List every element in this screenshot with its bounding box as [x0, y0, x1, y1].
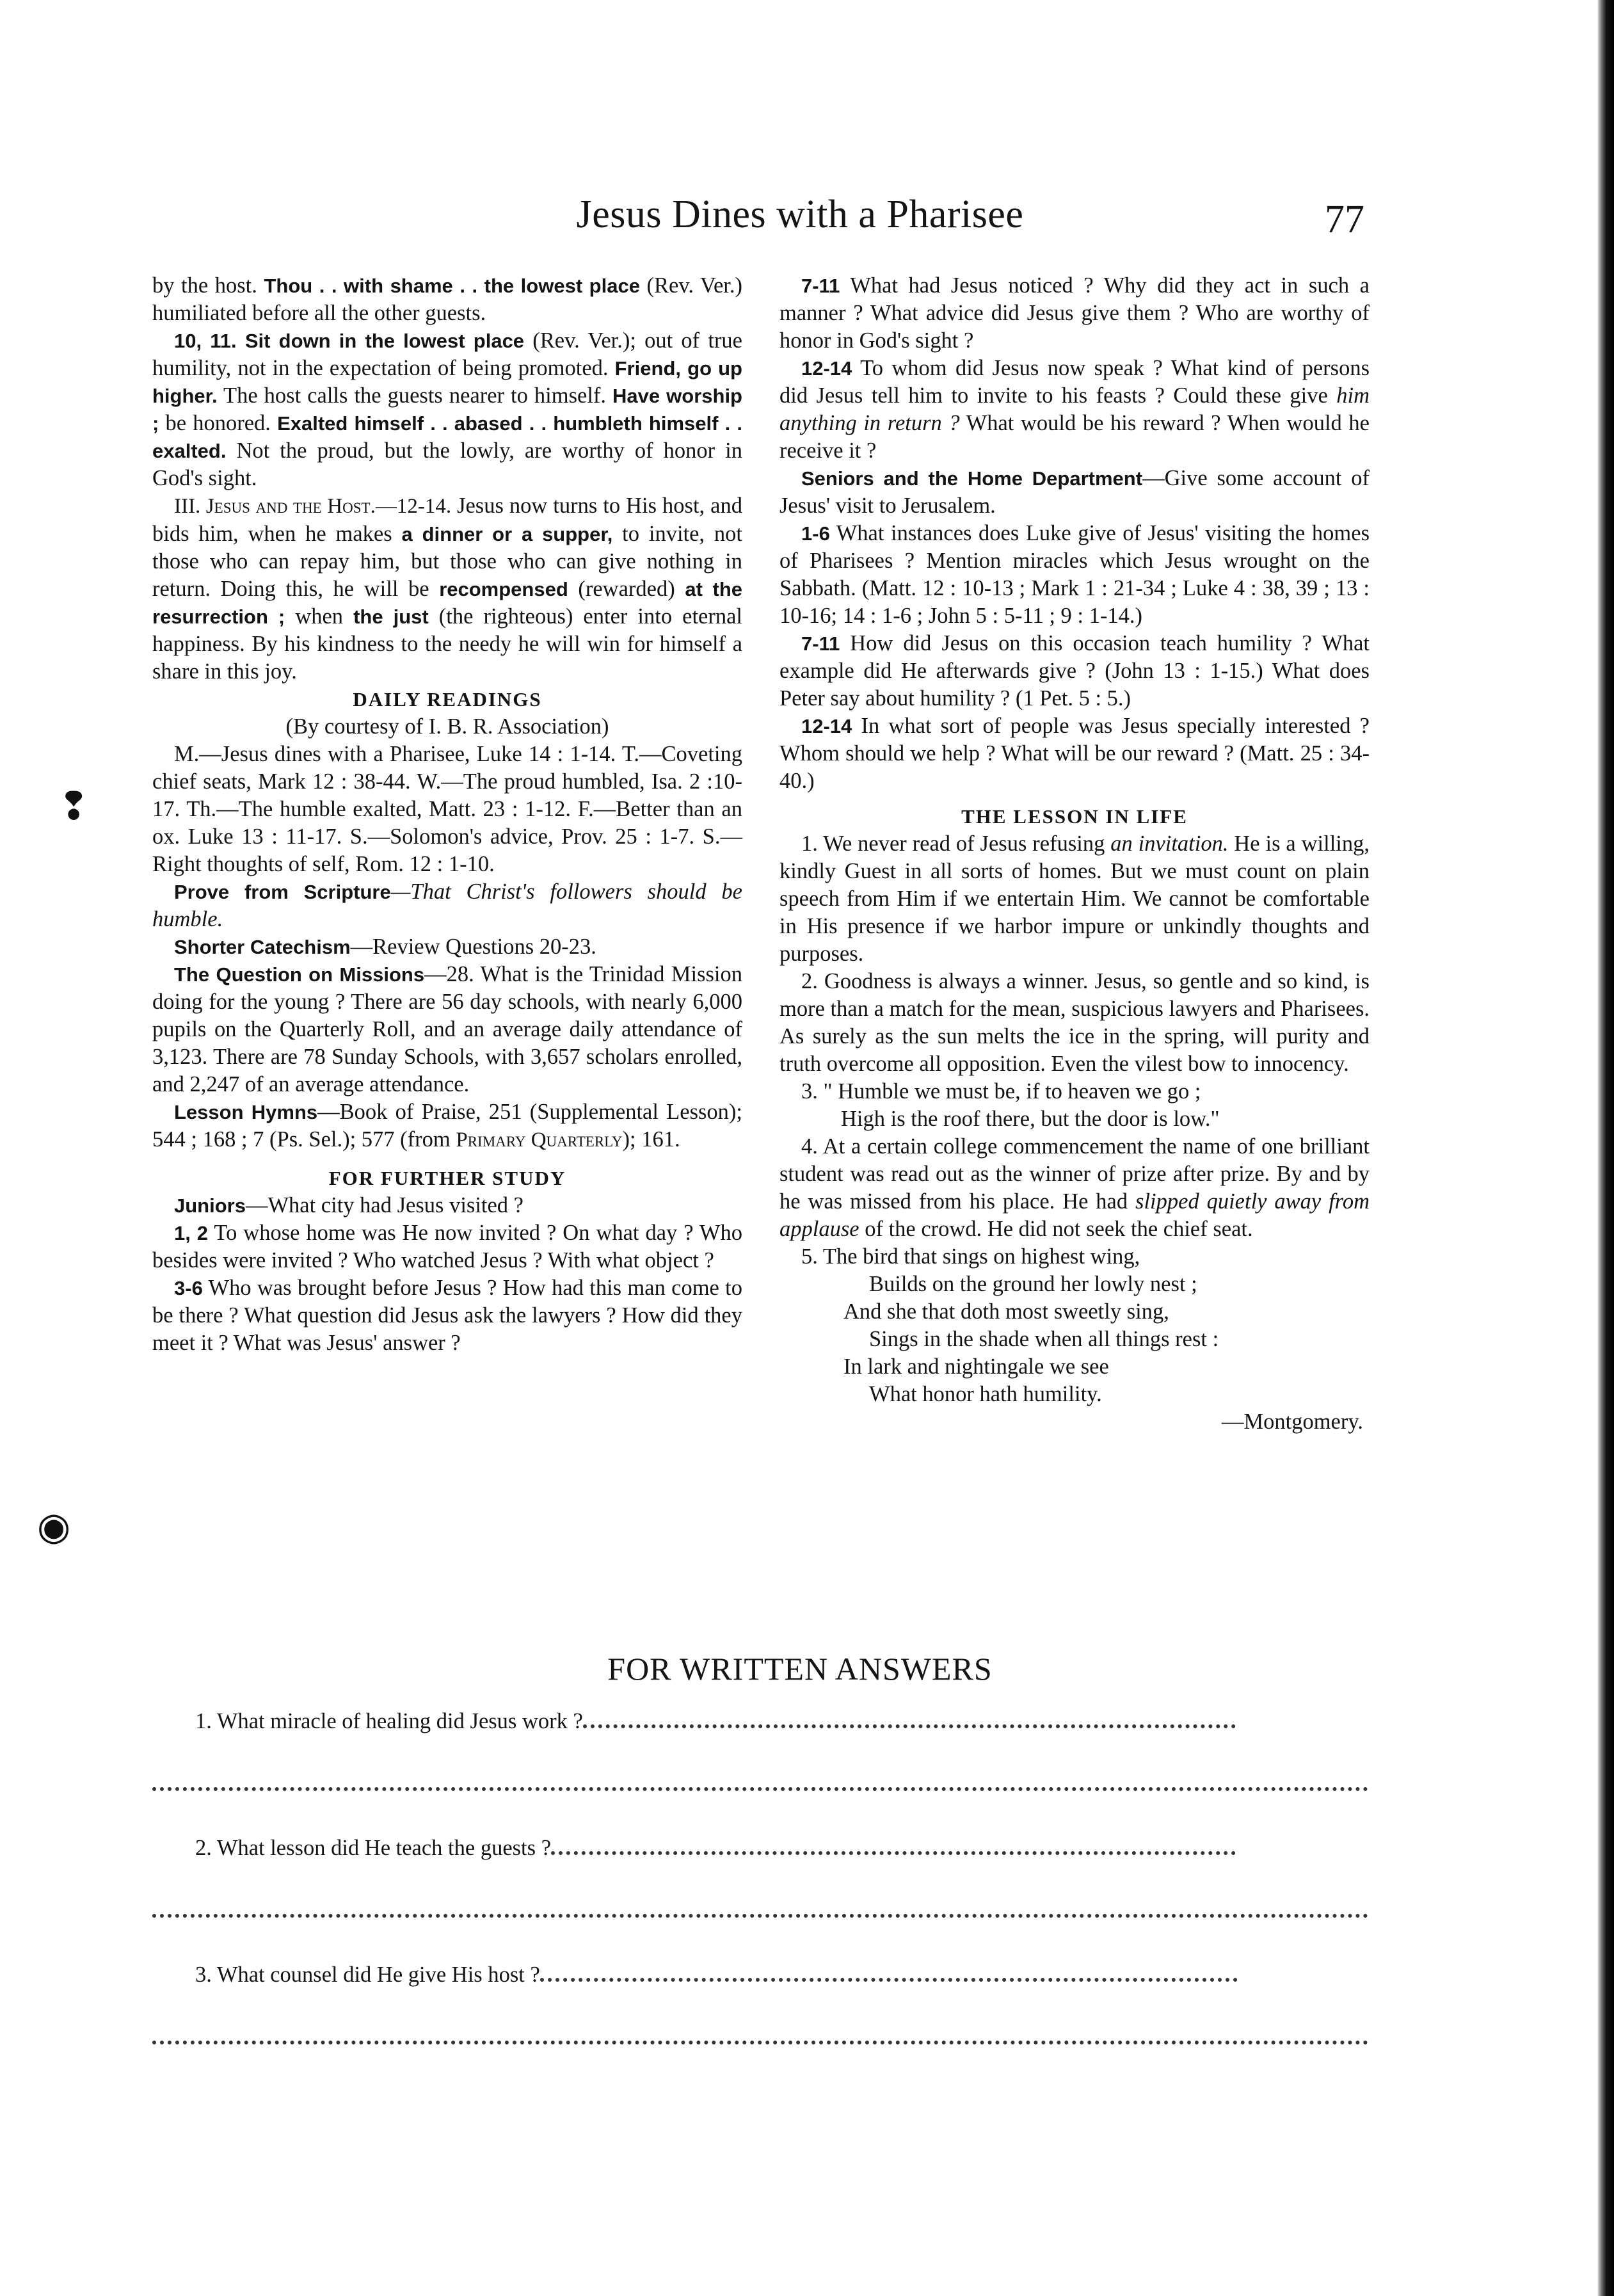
lesson-hymns: Lesson Hymns—Book of Praise, 251 (Supplemental Lesson); 544 ; 168 ; 7 (Ps. Sel.); 577 (from Primary Quarterly); 161. — [152, 1100, 742, 1152]
seniors-question: Seniors and the Home Department—Give some account of Jesus' visit to Jerusalem. — [779, 466, 1370, 518]
answer-line[interactable] — [551, 1850, 1236, 1855]
left-column — [152, 272, 742, 1357]
prove-from-scripture: Prove from Scripture—That Christ's followers should be humble. — [152, 879, 742, 931]
missions-question: The Question on Missions—28. What is the Trinidad Mission doing for the young ? There are 56 day schools, with nearly 6,000 pupils on the Quarterly Roll, and an average daily attendance of 3,123. There are 78 Sunday Schools, with 3,657 scholars enrolled, and 2,247 of an average attendance. — [152, 962, 743, 1096]
study-question: 12-14 In what sort of people was Jesus specially interested ? Whom should we help ? What will be our reward ? (Matt. 25 : 34-40.) — [779, 714, 1370, 793]
written-question-1 — [195, 1709, 1236, 1734]
answer-line[interactable] — [152, 2039, 1368, 2044]
poem-line: And she that doth most sweetly sing, — [843, 1299, 1169, 1324]
answer-line[interactable] — [583, 1723, 1236, 1728]
poem-line: 5. The bird that sings on highest wing, — [801, 1244, 1140, 1269]
section-heading-daily-readings: DAILY READINGS — [353, 688, 542, 710]
scan-edge-shadow — [1592, 0, 1614, 2296]
written-answers-title: FOR WRITTEN ANSWERS — [607, 1651, 993, 1687]
daily-readings-text: M.—Jesus dines with a Pharisee, Luke 14 : 1-14. T.—Coveting chief seats, Mark 12 : 38-44. W.—The proud humbled, Isa. 2 :10-17. Th.—The humble exalted, Matt. 23 : 1-12. F.—Better than an ox. Luke 13 : 11-17. S.—Solomon's advice, Prov. 25 : 1-7. S.—Right thoughts of self, Rom. 12 : 1-10. — [152, 742, 742, 876]
study-question: 7-11 What had Jesus noticed ? Why did they act in such a manner ? What advice did Jesus give them ? Who are worthy of honor in God's sight ? — [779, 273, 1370, 353]
study-question: 1-6 What instances does Luke give of Jesus' visiting the homes of Pharisees ? Mention miracles which Jesus wrought on the Sabbath. (Matt. 12 : 10-13 ; Mark 1 : 21-34 ; Luke 4 : 38, 39 ; 13 : 10-16; 14 : 1-6 ; John 5 : 5-11 ; 9 : 1-14.) — [779, 521, 1370, 628]
written-question-2 — [195, 1836, 1236, 1861]
question-text: 2. What lesson did He teach the guests ? — [195, 1836, 552, 1860]
study-question: 7-11 How did Jesus on this occasion teach humility ? What example did He afterwards give ? (John 13 : 1-15.) What does Peter say about humility ? (1 Pet. 5 : 5.) — [779, 631, 1370, 710]
juniors-question: Juniors—What city had Jesus visited ? — [174, 1193, 523, 1217]
study-question: 3-6 Who was brought before Jesus ? How had this man come to be there ? What question did Jesus ask the lawyers ? How did they meet it ? What was Jesus' answer ? — [152, 1276, 742, 1355]
question-text: 3. What counsel did He give His host ? — [195, 1963, 540, 1987]
paragraph: 10, 11. Sit down in the lowest place (Rev. Ver.); out of true humility, not in the expectation of being promoted. Friend, go up higher. The host calls the guests nearer to himself. Have worship ; be honored. Exalted himself . . abased . . humbleth himself . . exalted. Not the proud, but the lowly, are worthy of honor in God's sight. — [152, 328, 742, 490]
lesson-point: 4. At a certain college commencement the name of one brilliant student was read out as the winner of prize after prize. By and by he was missed from his place. He had slipped quietly away from applause of the crowd. He did not seek the chief seat. — [779, 1134, 1370, 1241]
paragraph: by the host. Thou . . with shame . . the lowest place (Rev. Ver.) humiliated before all the other guests. — [152, 273, 743, 325]
answer-line[interactable] — [152, 1786, 1368, 1791]
section-heading-lesson-in-life: THE LESSON IN LIFE — [961, 805, 1188, 828]
lesson-point: 1. We never read of Jesus refusing an invitation. He is a willing, kindly Guest in all sorts of homes. But we must count on plain speech from Him if we entertain Him. We cannot be comfortable in His presence if we harbor impure or unkindly thoughts and purposes. — [779, 831, 1370, 966]
poem-line: Builds on the ground her lowly nest ; — [869, 1272, 1197, 1296]
scan-speck-mark: ◉ — [37, 1505, 71, 1548]
paragraph: III. Jesus and the Host.—12-14. Jesus now turns to His host, and bids him, when he makes a dinner or a supper, to invite, not those who can repay him, but those who can give nothing in return. Doing this, he will be recompensed (rewarded) at the resurrection ; when the just (the righteous) enter into eternal happiness. By his kindness to the needy he will win for himself a share in this joy. — [152, 494, 742, 684]
daily-readings-credit: (By courtesy of I. B. R. Association) — [285, 714, 609, 739]
page-number: 77 — [1325, 198, 1364, 241]
page-title: Jesus Dines with a Pharisee — [576, 193, 1024, 236]
scan-speck-mark: ❢ — [58, 785, 90, 828]
right-column — [779, 272, 1370, 1436]
poem-line: In lark and nightingale we see — [843, 1354, 1109, 1379]
question-text: 1. What miracle of healing did Jesus work ? — [195, 1709, 583, 1733]
written-question-3 — [195, 1963, 1238, 1987]
quote-line: 3. " Humble we must be, if to heaven we go ; — [801, 1079, 1201, 1104]
poem-line: What honor hath humility. — [869, 1382, 1102, 1406]
study-question: 1, 2 To whose home was He now invited ? On what day ? Who besides were invited ? Who watched Jesus ? With what object ? — [152, 1221, 742, 1272]
shorter-catechism: Shorter Catechism—Review Questions 20-23. — [174, 935, 596, 959]
answer-line[interactable] — [540, 1977, 1238, 1982]
lesson-point: 2. Goodness is always a winner. Jesus, so gentle and so kind, is more than a match for the mean, suspicious lawyers and Pharisees. As surely as the sun melts the ice in the spring, will purity and truth overcome all opposition. Even the vilest bow to innocency. — [779, 969, 1370, 1076]
answer-line[interactable] — [152, 1913, 1368, 1918]
quote-line: High is the roof there, but the door is low." — [841, 1107, 1220, 1131]
poem-attribution: —Montgomery. — [1221, 1409, 1363, 1434]
poem-line: Sings in the shade when all things rest : — [869, 1327, 1219, 1351]
section-heading-further-study: FOR FURTHER STUDY — [328, 1167, 566, 1189]
study-question: 12-14 To whom did Jesus now speak ? What kind of persons did Jesus tell him to invite to his feasts ? Could these give him anything in return ? What would be his reward ? When would he receive it ? — [779, 356, 1370, 463]
